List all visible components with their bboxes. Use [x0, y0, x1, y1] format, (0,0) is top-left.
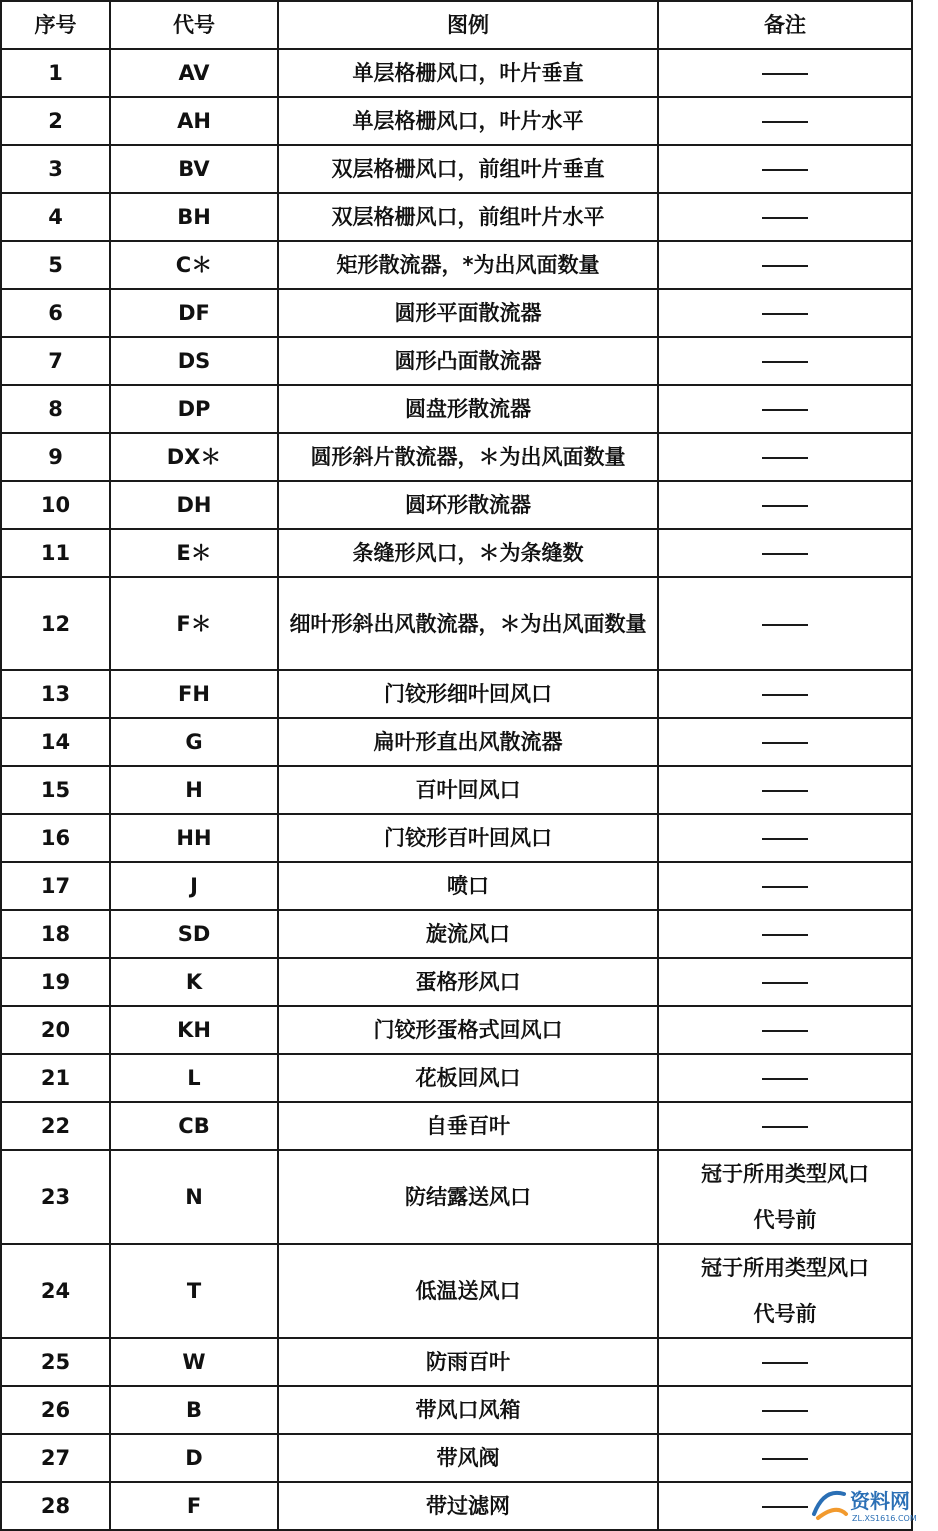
cell-serial-number: 14 [1, 718, 110, 766]
empty-note-dash [762, 624, 808, 626]
cell-note [658, 862, 912, 910]
empty-note-dash [762, 934, 808, 936]
table-row [1, 145, 912, 193]
table-header [1, 1, 912, 49]
cell-legend: 单层格栅风口，叶片垂直 [278, 49, 658, 97]
cell-note [658, 433, 912, 481]
empty-note-dash [762, 790, 808, 792]
cell-serial-number: 21 [1, 1054, 110, 1102]
cell-serial-number: 25 [1, 1338, 110, 1386]
cell-note [658, 1434, 912, 1482]
cell-code: DH [110, 481, 278, 529]
header-legend: 图例 [278, 1, 658, 49]
table-row [1, 337, 912, 385]
cell-note [658, 337, 912, 385]
empty-note-dash [762, 1410, 808, 1412]
table-row [1, 97, 912, 145]
empty-note-dash [762, 1458, 808, 1460]
cell-serial-number: 27 [1, 1434, 110, 1482]
cell-serial-number: 12 [1, 577, 110, 670]
cell-legend: 低温送风口 [278, 1244, 658, 1338]
table-row [1, 670, 912, 718]
cell-legend: 旋流风口 [278, 910, 658, 958]
cell-serial-number: 18 [1, 910, 110, 958]
cell-code: AV [110, 49, 278, 97]
cell-note [658, 49, 912, 97]
empty-note-dash [762, 217, 808, 219]
cell-code: C＊ [110, 241, 278, 289]
cell-legend: 圆形平面散流器 [278, 289, 658, 337]
cell-legend: 花板回风口 [278, 1054, 658, 1102]
cell-legend: 圆形凸面散流器 [278, 337, 658, 385]
cell-legend: 门铰形细叶回风口 [278, 670, 658, 718]
cell-note [658, 241, 912, 289]
cell-serial-number: 3 [1, 145, 110, 193]
watermark-brand: 资料网 [850, 1489, 910, 1513]
cell-note: 冠于所用类型风口代号前 [658, 1150, 912, 1244]
watermark-logo [810, 1484, 934, 1524]
table-row [1, 958, 912, 1006]
cell-note: 冠于所用类型风口代号前 [658, 1244, 912, 1338]
cell-serial-number: 11 [1, 529, 110, 577]
cell-code: T [110, 1244, 278, 1338]
table-row [1, 1150, 912, 1244]
empty-note-dash [762, 409, 808, 411]
cell-legend: 圆环形散流器 [278, 481, 658, 529]
table-row [1, 766, 912, 814]
cell-code: D [110, 1434, 278, 1482]
cell-note [658, 481, 912, 529]
cell-legend: 圆形斜片散流器，＊为出风面数量 [278, 433, 658, 481]
empty-note-dash [762, 1078, 808, 1080]
cell-legend: 带过滤网 [278, 1482, 658, 1530]
cell-legend: 矩形散流器，*为出风面数量 [278, 241, 658, 289]
watermark-domain: ZL.XS1616.COM [852, 1514, 917, 1523]
table-row [1, 814, 912, 862]
empty-note-dash [762, 1030, 808, 1032]
cell-code: J [110, 862, 278, 910]
cell-code: F [110, 1482, 278, 1530]
cell-legend: 百叶回风口 [278, 766, 658, 814]
empty-note-dash [762, 838, 808, 840]
table-row [1, 1102, 912, 1150]
table-row [1, 910, 912, 958]
table-row [1, 193, 912, 241]
cell-serial-number: 17 [1, 862, 110, 910]
empty-note-dash [762, 505, 808, 507]
cell-note [658, 97, 912, 145]
cell-legend: 蛋格形风口 [278, 958, 658, 1006]
table-row [1, 529, 912, 577]
header-serial-number: 序号 [1, 1, 110, 49]
empty-note-dash [762, 313, 808, 315]
cell-note [658, 958, 912, 1006]
cell-serial-number: 2 [1, 97, 110, 145]
cell-serial-number: 10 [1, 481, 110, 529]
cell-serial-number: 24 [1, 1244, 110, 1338]
empty-note-dash [762, 121, 808, 123]
cell-serial-number: 13 [1, 670, 110, 718]
cell-legend: 带风口风箱 [278, 1386, 658, 1434]
empty-note-dash [762, 361, 808, 363]
table-row [1, 1054, 912, 1102]
table-body [1, 49, 912, 1530]
cell-code: DS [110, 337, 278, 385]
cell-legend: 喷口 [278, 862, 658, 910]
empty-note-dash [762, 73, 808, 75]
cell-legend: 条缝形风口，＊为条缝数 [278, 529, 658, 577]
cell-serial-number: 20 [1, 1006, 110, 1054]
empty-note-dash [762, 982, 808, 984]
table-row [1, 433, 912, 481]
empty-note-dash [762, 169, 808, 171]
cell-legend: 双层格栅风口，前组叶片垂直 [278, 145, 658, 193]
cell-note [658, 385, 912, 433]
table-row [1, 1244, 912, 1338]
table-row [1, 1482, 912, 1530]
table-row [1, 241, 912, 289]
table-row [1, 1006, 912, 1054]
cell-serial-number: 7 [1, 337, 110, 385]
cell-code: DX＊ [110, 433, 278, 481]
cell-code: DP [110, 385, 278, 433]
cell-serial-number: 8 [1, 385, 110, 433]
cell-serial-number: 15 [1, 766, 110, 814]
cell-serial-number: 19 [1, 958, 110, 1006]
cell-note [658, 1102, 912, 1150]
empty-note-dash [762, 265, 808, 267]
empty-note-dash [762, 457, 808, 459]
table-row [1, 289, 912, 337]
table-row [1, 862, 912, 910]
table-row [1, 1434, 912, 1482]
cell-note [658, 145, 912, 193]
cell-serial-number: 5 [1, 241, 110, 289]
table-row [1, 1386, 912, 1434]
cell-serial-number: 28 [1, 1482, 110, 1530]
cell-code: B [110, 1386, 278, 1434]
cell-code: F＊ [110, 577, 278, 670]
table-row [1, 481, 912, 529]
watermark-swoosh-icon [814, 1493, 846, 1518]
cell-code: BH [110, 193, 278, 241]
cell-code: AH [110, 97, 278, 145]
cell-code: SD [110, 910, 278, 958]
header-code: 代号 [110, 1, 278, 49]
cell-code: H [110, 766, 278, 814]
cell-serial-number: 9 [1, 433, 110, 481]
cell-code: K [110, 958, 278, 1006]
cell-legend: 防雨百叶 [278, 1338, 658, 1386]
cell-note [658, 910, 912, 958]
cell-legend: 单层格栅风口，叶片水平 [278, 97, 658, 145]
cell-note [658, 1386, 912, 1434]
cell-code: W [110, 1338, 278, 1386]
cell-note [658, 670, 912, 718]
cell-legend: 细叶形斜出风散流器，＊为出风面数量 [278, 577, 658, 670]
empty-note-dash [762, 694, 808, 696]
cell-code: G [110, 718, 278, 766]
cell-note [658, 577, 912, 670]
header-note: 备注 [658, 1, 912, 49]
cell-note [658, 193, 912, 241]
empty-note-dash [762, 1362, 808, 1364]
table-row [1, 49, 912, 97]
cell-note [658, 1338, 912, 1386]
header-row [1, 1, 912, 49]
cell-note [658, 529, 912, 577]
cell-legend: 圆盘形散流器 [278, 385, 658, 433]
cell-code: BV [110, 145, 278, 193]
cell-note [658, 814, 912, 862]
cell-legend: 双层格栅风口，前组叶片水平 [278, 193, 658, 241]
cell-code: N [110, 1150, 278, 1244]
cell-code: FH [110, 670, 278, 718]
cell-note [658, 289, 912, 337]
cell-serial-number: 22 [1, 1102, 110, 1150]
cell-code: KH [110, 1006, 278, 1054]
cell-legend: 门铰形蛋格式回风口 [278, 1006, 658, 1054]
cell-serial-number: 16 [1, 814, 110, 862]
cell-code: HH [110, 814, 278, 862]
table-row [1, 1338, 912, 1386]
empty-note-dash [762, 1126, 808, 1128]
table-row [1, 718, 912, 766]
cell-serial-number: 4 [1, 193, 110, 241]
cell-serial-number: 23 [1, 1150, 110, 1244]
empty-note-dash [762, 1506, 808, 1508]
empty-note-dash [762, 742, 808, 744]
cell-code: CB [110, 1102, 278, 1150]
table-row [1, 577, 912, 670]
cell-legend: 门铰形百叶回风口 [278, 814, 658, 862]
cell-legend: 防结露送风口 [278, 1150, 658, 1244]
empty-note-dash [762, 886, 808, 888]
cell-note [658, 766, 912, 814]
cell-note [658, 718, 912, 766]
cell-code: DF [110, 289, 278, 337]
cell-serial-number: 26 [1, 1386, 110, 1434]
cell-note [658, 1054, 912, 1102]
cell-legend: 扁叶形直出风散流器 [278, 718, 658, 766]
cell-code: L [110, 1054, 278, 1102]
cell-serial-number: 6 [1, 289, 110, 337]
cell-serial-number: 1 [1, 49, 110, 97]
empty-note-dash [762, 553, 808, 555]
cell-code: E＊ [110, 529, 278, 577]
cell-legend: 自垂百叶 [278, 1102, 658, 1150]
table-row [1, 385, 912, 433]
cell-legend: 带风阀 [278, 1434, 658, 1482]
cell-note [658, 1006, 912, 1054]
